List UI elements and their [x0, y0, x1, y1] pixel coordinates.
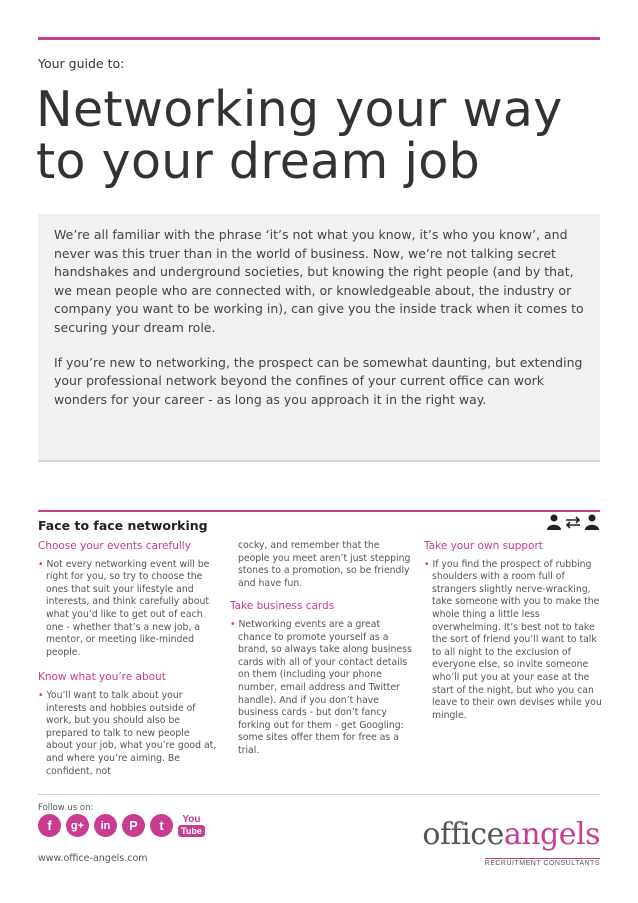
facebook-icon[interactable]: f — [38, 814, 61, 837]
bullet-choose-events — [38, 559, 218, 660]
website-link[interactable]: www.office-angels.com — [38, 853, 148, 864]
section-rule — [38, 510, 600, 512]
bullet-know-yourself — [38, 690, 218, 778]
youtube-you: You — [182, 813, 201, 825]
footer-rule — [38, 794, 600, 795]
text-business-cards: Networking events are a great chance to promote yourself as a brand, so always take along business cards with all of your contact details on them (including your phone number, email address and Twitter handle). And if you don’t have business cards - but don’t fancy forking out for them - get Googling: some sites offer them for free as a trial. — [238, 618, 412, 756]
bullet-marker: • — [424, 558, 430, 570]
intro-paragraph-2: If you’re new to networking, the prospect can be somewhat daunting, but extending your professional network beyond the confines of your current office can work wonders for your career - as long as you approach it in the right way. — [54, 354, 583, 407]
heading-business-cards: Take business cards — [230, 600, 335, 613]
page-title — [36, 81, 616, 190]
logo-part-office: office — [422, 817, 504, 852]
office-angels-logo — [422, 817, 600, 869]
text-know-yourself: You’ll want to talk about your interests and hobbies outside of work, but you should also be prepared to talk to new people about your job, what you’re good at, and where you’re aiming. Be confident, not — [46, 689, 217, 777]
column-3 — [424, 540, 602, 734]
text-choose-events: Not every networking event will be right for you, so try to choose the ones that suit your lifestyle and interests, and think carefully about what you’d like to get out of each one - whether that’s a new job, a mentor, or meeting like-minded people. — [46, 558, 210, 658]
pinterest-icon[interactable]: P — [122, 814, 145, 837]
text-own-support: If you find the prospect of rubbing shoulders with a room full of strangers slightly nerve-wracking, take someone with you to make the whole thing a little less overwhelming. It’s best not to take the sort of friend you’ll want to talk to all night to the exclusion of everyone else, so invite someone who’ll put you at your ease at the start of the night, but who you can leave to their own devises while you mingle. — [432, 558, 602, 721]
googleplus-icon[interactable]: g+ — [66, 814, 89, 837]
heading-choose-events: Choose your events carefully — [38, 540, 191, 552]
intro-box — [38, 214, 600, 462]
bullet-business-cards — [230, 619, 412, 758]
section-title: Face to face networking — [38, 518, 208, 533]
logo-wordmark — [422, 817, 600, 852]
follow-label: Follow us on: — [38, 803, 94, 813]
column-2 — [230, 540, 412, 770]
heading-own-support: Take your own support — [424, 540, 543, 552]
logo-part-angels: angels — [503, 817, 600, 852]
intro-paragraph-1: We’re all familiar with the phrase ‘it’s not what you know, it’s who you know’, and never was this truer than in the world of business. Now, we’re not talking secret handshakes and underground societies, but knowing the right people (and by that, we mean people who are connected with, or knowledgeable about, the industry or company you want to be working in), can give you the inside track when it comes to securing your dream role. — [54, 227, 584, 335]
title-line-1: Networking your way — [36, 81, 563, 138]
social-links — [38, 814, 205, 837]
networking-people-icon — [546, 514, 600, 530]
guide-label: Your guide to: — [38, 56, 125, 71]
top-rule — [38, 37, 600, 40]
twitter-icon[interactable]: t — [150, 814, 173, 837]
title-line-2: to your dream job — [36, 133, 480, 190]
heading-know-yourself: Know what you’re about — [38, 671, 166, 684]
bullet-marker: • — [38, 689, 44, 701]
bullet-own-support — [424, 559, 602, 723]
youtube-icon[interactable] — [178, 815, 205, 837]
bullet-marker: • — [38, 558, 44, 570]
bullet-marker: • — [230, 618, 236, 630]
linkedin-icon[interactable]: in — [94, 814, 117, 837]
youtube-tube: Tube — [178, 825, 205, 837]
logo-tagline: RECRUITMENT CONSULTANTS — [484, 860, 600, 867]
text-continued: cocky, and remember that the people you meet aren’t just stepping stones to a promotion, so be friendly and have fun. — [238, 540, 411, 589]
column-1 — [38, 540, 218, 790]
